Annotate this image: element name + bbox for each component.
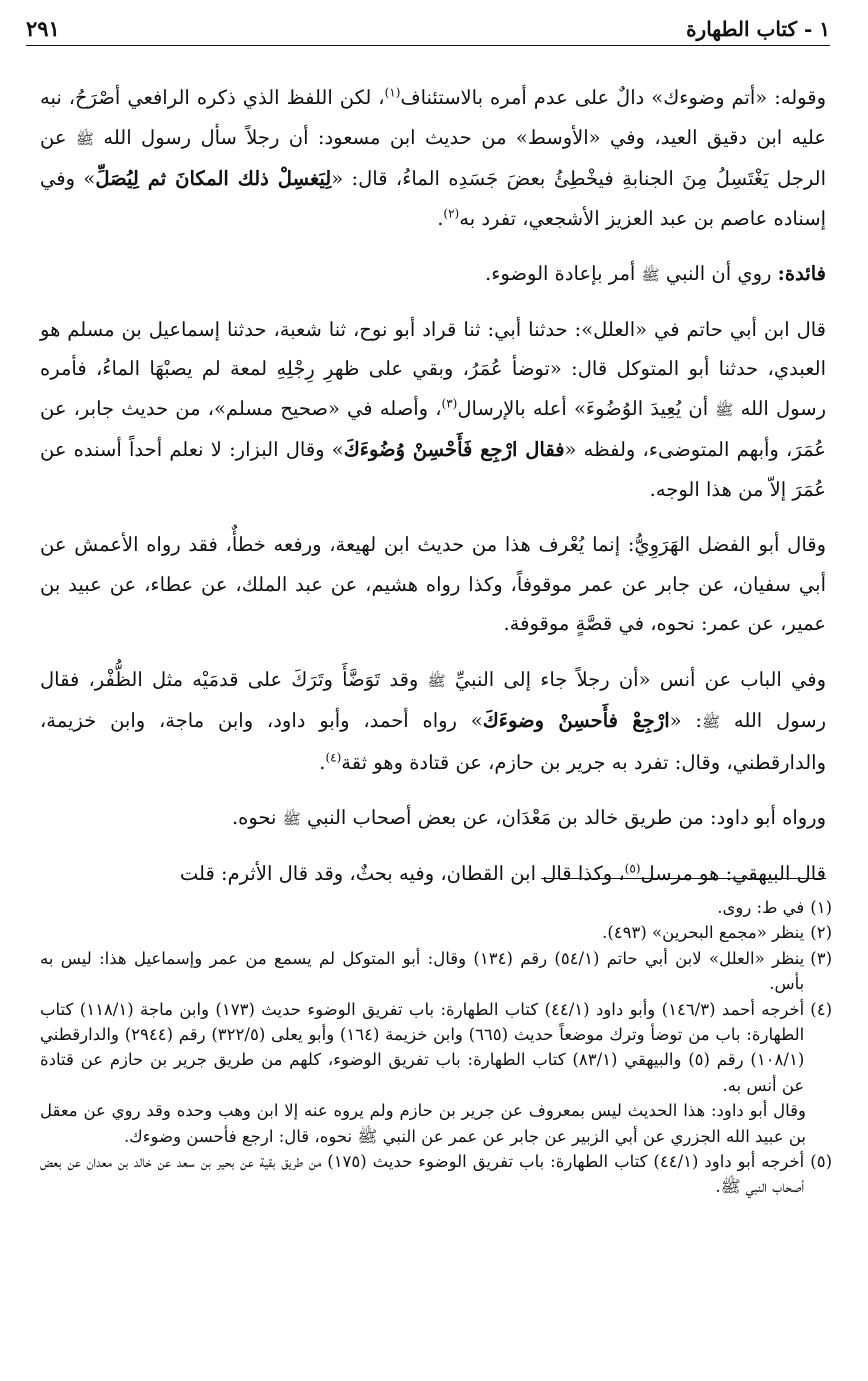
footnote-text: ينظر «مجمع البحرين» (٤٩٣). [602, 923, 805, 943]
note-label: فائدة: [777, 262, 826, 285]
footnote-continuation [40, 1098, 832, 1149]
footnote-item [40, 895, 832, 920]
paragraph [40, 310, 826, 510]
footnote-text: في ط: روى. [717, 898, 805, 917]
text-run: روي أن النبي [659, 262, 778, 285]
salawat-glyph: ﷺ [427, 671, 446, 690]
main-text [40, 78, 826, 893]
footnote-item [40, 997, 832, 1099]
paragraph [40, 798, 826, 840]
salawat-glyph: ﷺ [715, 400, 734, 419]
footnote-item [40, 920, 832, 945]
text-run: وقد تَوَضَّأَ وتَرَكَ على قدمَيْه مثل الظُّفْر، فقال رسول الله [40, 667, 826, 732]
text-run: ، وأصله في «صحيح مسلم»، من حديث جابر، عن عُمَرَ، وأبهم المتوضىء، ولفظه « [40, 396, 826, 461]
footnote-text [40, 1149, 804, 1200]
footnote-item [40, 946, 832, 997]
footnote-text: ينظر «العلل» لابن أبي حاتم (٥٤/١) رقم (١٣٤) وقال: أبو المتوكل لم يسمع من عمر وإسماعيل هذا: ليس به بأس. [40, 948, 805, 994]
text-run: وفي الباب عن أنس «أن رجلاً جاء إلى النبيِّ [445, 667, 826, 691]
footnotes [40, 895, 832, 1200]
text-run: » رواه أحمد، وأبو داود، وابن ماجة، وابن خزيمة، والدارقطني، وقال: تفرد به جرير بن حازم، عن قتادة وهو ثقة [40, 709, 826, 774]
page-header [26, 14, 830, 46]
footnote-number: (٣) [810, 948, 832, 968]
text-run: . [437, 206, 444, 230]
text-run: . [319, 750, 326, 774]
hadith-quote: ارْجِعْ فأَحسِنْ وضوءَكَ [482, 709, 670, 732]
text-run: أخرجه أبو داود (٤٤/١) كتاب الطهارة: باب تفريق الوضوء حديث (١٧٥) من طريق بقية عن بحير بن سعد عن خالد بن معدان عن بعض أصحاب النبي [40, 1152, 805, 1197]
salawat-glyph: ﷺ [720, 1177, 741, 1197]
text-run: عن الرجل يَغْتَسِلُ مِنَ الجنابةِ فيخْطِئُ بعضَ جَسَدِه الماءُ، قال: « [40, 125, 827, 190]
text-run: ، وكذا قال ابن القطان، وفيه بحثٌ، وقد قال الأثرم: قلت [179, 861, 625, 885]
hadith-quote: فقال ارْجِع فَأَحْسِنْ وُضُوءَكَ [343, 438, 565, 461]
text-run: » وقال البزار: لا نعلم أحداً أسنده عن عُمَرَ إلاّ من هذا الوجه. [40, 438, 826, 501]
text-run: نحوه. [231, 806, 283, 829]
paragraph [40, 254, 826, 296]
text-run: وقوله: «أتم وضوءك» دالٌ على عدم أمره بالاستئناف [400, 86, 826, 109]
text-run: قال البيهقي: هو مرسل [640, 861, 826, 885]
salawat-glyph: ﷺ [701, 713, 721, 731]
running-head: ١ - كتاب الطهارة [686, 17, 830, 41]
text-run: وقال أبو داود: هذا الحديث ليس بمعروف عن جرير بن حازم ولم يروه عنه إلا ابن وهب وحده وقد روي عن معقل بن عبيد الله الجزري عن أبي الزبير عن جابر عن عمر عن النبي [40, 1101, 806, 1146]
text-run: » وفي إسناده عاصم بن عبد العزيز الأشجعي، تفرد به [40, 167, 826, 230]
footnote-item [40, 1149, 832, 1200]
text-run: نحوه، قال: ارجع فأحسن وضوءك. [123, 1126, 358, 1146]
text-run: . [715, 1177, 721, 1197]
footnote-number: (٢) [810, 923, 832, 943]
footnote-reference[interactable]: (٤) [325, 750, 342, 764]
salawat-glyph: ﷺ [282, 810, 301, 828]
footnote-reference[interactable]: (٣) [441, 396, 458, 410]
text-run: قال ابن أبي حاتم في «العلل»: حدثنا أبي: ثنا قراد أبو نوح، ثنا شعبة، حدثنا إسماعيل بن مسلم هو العبدي، حدثنا أبو المتوكل قال: «توضأ عُمَرُ، وبقي على ظهرِ رِجْلِهِ لمعة لم يصبْهَا الماءُ، فأمره رسول الله [40, 317, 826, 420]
footnote-reference[interactable]: (١) [384, 85, 401, 100]
footnote-number: (١) [810, 898, 832, 917]
footnote-separator [541, 878, 826, 879]
text-run: أن يُعِيدَ الوُضُوءَ» أعله بالإرسال [457, 396, 716, 420]
paragraph [40, 854, 826, 894]
salawat-glyph: ﷺ [641, 266, 660, 284]
text-run: أمر بإعادة الوضوء. [485, 262, 642, 285]
text-run: وقال أبو الفضل الهَرَوِيُّ: إنما يُعْرف هذا من حديث ابن لهيعة، ورفعه خطأٌ، فقد رواه الأعمش عن أبي سفيان، عن جابر عن عمر موقوفاً، وكذا رواه هشيم، عن عبد الملك، عن عطاء، عن عبيد بن عمير، عن عمر: نحوه، في قصَّةٍ موقوفة. [40, 533, 826, 635]
salawat-glyph: ﷺ [75, 129, 94, 148]
text-run: ورواه أبو داود: من طريق خالد بن مَعْدَان، عن بعض أصحاب النبي [300, 806, 826, 829]
hadith-quote: لِيَغسِلْ ذلك المكانَ ثم لِيُصَلِّ [95, 167, 332, 190]
footnote-reference[interactable]: (٢) [443, 206, 460, 220]
text-run: ، لكن اللفظ الذي ذكره الرافعي أصْرَحُ، نبه عليه ابن دقيق العيد، وفي «الأوسط» من حديث ابن مسعود: أن رجلاً سأل رسول الله [40, 86, 826, 149]
footnote-number: (٥) [810, 1152, 832, 1172]
paragraph [40, 78, 826, 238]
paragraph [40, 525, 826, 644]
page-number: ٢٩١ [26, 16, 60, 41]
text-run: : « [669, 709, 702, 732]
footnote-number: (٤) [810, 999, 832, 1019]
footnote-reference[interactable]: (٥) [624, 861, 641, 875]
paragraph [40, 660, 826, 783]
salawat-glyph: ﷺ [357, 1126, 378, 1146]
footnote-text: أخرجه أحمد (١٤٦/٣) وأبو داود (٤٤/١) كتاب الطهارة: باب تفريق الوضوء حديث (١٧٣) وابن ماجة (١١٨/١) كتاب الطهارة: باب من توضأ وترك موضعاً حديث (٦٦٥) وابن خزيمة (١٦٤) وأبو يعلى (٣٢٢/٥) رقم (٢٩٤٤) والدارقطني (١٠٨/١) رقم (٥) والبيهقي (٨٣/١) كتاب الطهارة: باب تفريق الوضوء، كلهم من طريق جرير بن حازم عن قتادة عن أنس به. [40, 999, 805, 1095]
